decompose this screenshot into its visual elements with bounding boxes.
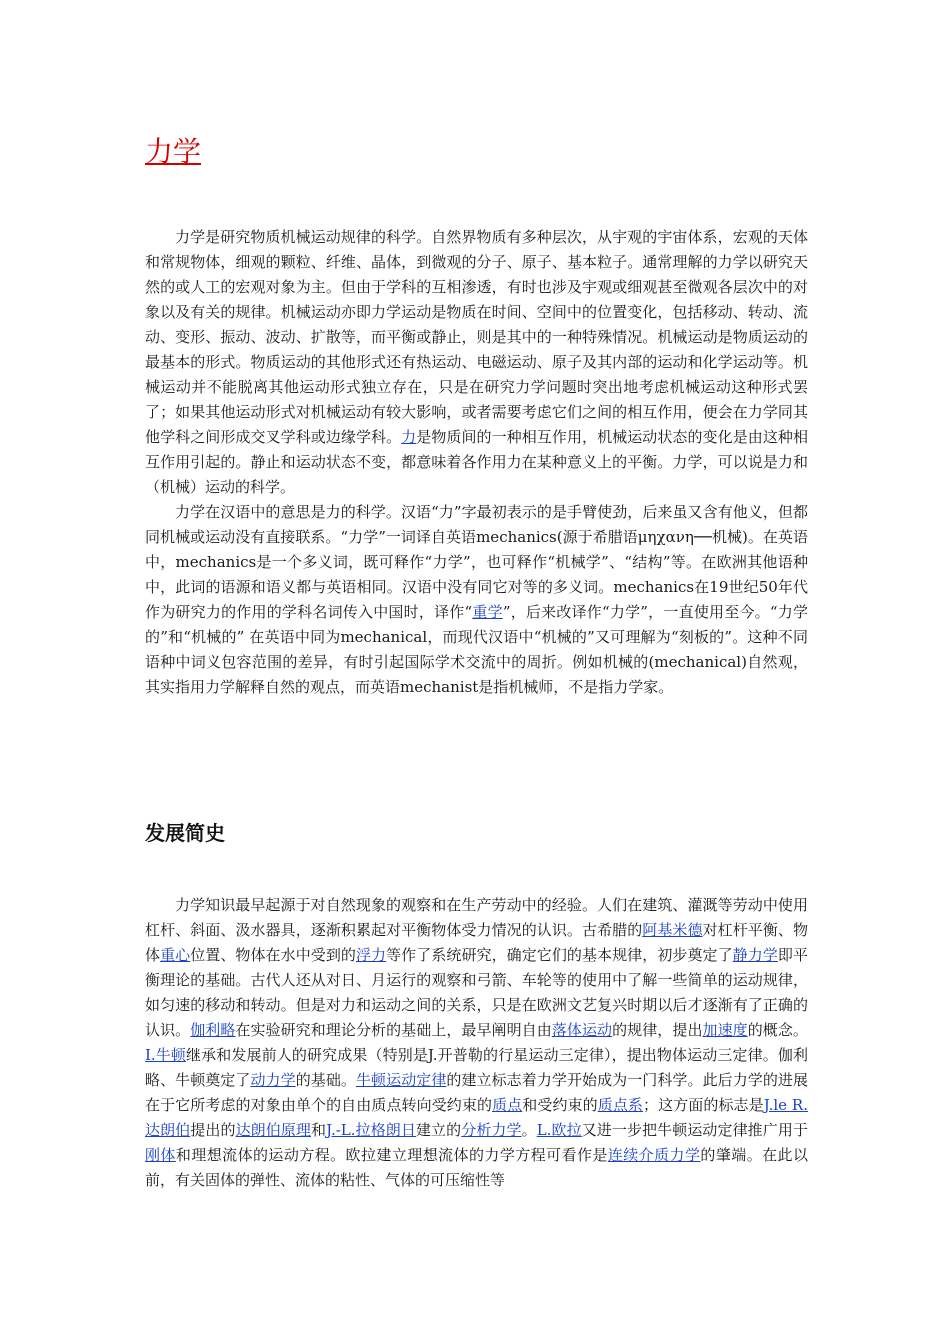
intro-section [145, 225, 808, 700]
body-text: 即平衡理论的基础。古代人还从对日、月运行的观察和弓箭、车轮等的使用中了解一些简单的运动规律，如匀速的移动和转动。但是对力和运动之间的关系，只是在欧洲文艺复兴时期以后才逐渐有了正确的认识。 [145, 946, 808, 1039]
term-link[interactable]: J.le R.达朗伯 [145, 1096, 808, 1139]
body-text: 的肇端。在此以前，有关固体的弹性、流体的粘性、气体的可压缩性等 [145, 1146, 808, 1189]
term-link[interactable]: 伽利略 [190, 1021, 236, 1039]
body-text: 力学知识最早起源于对自然现象的观察和在生产劳动中的经验。人们在建筑、灌溉等劳动中使用杠杆、斜面、汲水器具，逐渐积累起对平衡物体受力情况的认识。古希腊的 [145, 896, 808, 939]
term-link[interactable]: 重学 [472, 603, 503, 621]
term-link[interactable]: 阿基米德 [642, 921, 703, 939]
body-text: 是物质间的一种相互作用，机械运动状态的变化是由这种相互作用引起的。静止和运动状态不变，都意味着各作用力在某种意义上的平衡。力学，可以说是力和（机械）运动的科学。 [145, 428, 808, 496]
term-link[interactable]: 落体运动 [551, 1021, 613, 1039]
term-link[interactable]: I.牛顿 [145, 1046, 187, 1064]
term-link[interactable]: 力 [401, 428, 417, 446]
body-text: 力学在汉语中的意思是力的科学。汉语“力”字最初表示的是手臂使劲，后来虽又含有他义，但都同机械或运动没有直接联系。“力学”一词译自英语mechanics(源于希腊语μηχανη──机械)。在英语中，mechanics是一个多义词，既可释作“力学”，也可释作“机械学”、“结构”等。在欧洲其他语种中，此词的语源和语义都与英语相同。汉语中没有同它对等的多义词。mechanics在19世纪50年代作为研究力的作用的学科名词传入中国时，译作“ [145, 503, 808, 621]
body-text: 又进一步把牛顿运动定律推广用于 [581, 1121, 808, 1139]
body-text: 。 [521, 1121, 537, 1139]
body-text: 在实验研究和理论分析的基础上，最早阐明自由 [235, 1021, 552, 1039]
term-link[interactable]: 浮力 [355, 946, 387, 964]
body-text: ；这方面的标志是 [643, 1096, 764, 1114]
term-link[interactable]: 分析力学 [461, 1121, 522, 1139]
paragraph [145, 893, 808, 1193]
term-link[interactable]: 重心 [160, 946, 191, 964]
body-text: 力学是研究物质机械运动规律的科学。自然界物质有多种层次，从宇观的宇宙体系，宏观的天体和常规物体，细观的颗粒、纤维、晶体，到微观的分子、原子、基本粒子。通常理解的力学以研究天然的或人工的宏观对象为主。但由于学科的互相渗透，有时也涉及宇观或细观甚至微观各层次中的对象以及有关的规律。机械运动亦即力学运动是物质在时间、空间中的位置变化，包括移动、转动、流动、变形、振动、波动、扩散等，而平衡或静止，则是其中的一种特殊情况。机械运动是物质运动的最基本的形式。物质运动的其他形式还有热运动、电磁运动、原子及其内部的运动和化学运动等。机械运动并不能脱离其他运动形式独立存在，只是在研究力学问题时突出地考虑机械运动这种形式罢了；如果其他运动形式对机械运动有较大影响，或者需要考虑它们之间的相互作用，便会在力学同其他学科之间形成交叉学科或边缘学科。 [145, 228, 808, 446]
body-text: 和理想流体的运动方程。欧拉建立理想流体的力学方程可看作是 [175, 1146, 608, 1164]
history-section [145, 893, 808, 1193]
body-text: 和受约束的 [522, 1096, 598, 1114]
term-link[interactable]: L.欧拉 [536, 1121, 582, 1139]
term-link[interactable]: 加速度 [702, 1021, 748, 1039]
term-link[interactable]: J.-L.拉格朗日 [326, 1121, 416, 1139]
term-link[interactable]: 连续介质力学 [607, 1146, 701, 1164]
paragraph [145, 225, 808, 500]
body-text: 建立的 [415, 1121, 462, 1139]
body-text: 和 [311, 1121, 327, 1139]
body-text: 位置、物体在水中受到的 [190, 946, 356, 964]
body-text: 的基础。 [295, 1071, 356, 1089]
body-text: 对杠杆平衡、物体 [145, 921, 808, 964]
body-text: 的规律，提出 [612, 1021, 703, 1039]
term-link[interactable]: 刚体 [145, 1146, 176, 1164]
body-text: 等作了系统研究，确定它们的基本规律，初步奠定了 [386, 946, 733, 964]
body-text: 的概念。 [747, 1021, 808, 1039]
term-link[interactable]: 质点 [492, 1096, 523, 1114]
body-text: 的建立标志着力学开始成为一门科学。此后力学的进展在于它所考虑的对象由单个的自由质点转向受约束的 [145, 1071, 808, 1114]
body-text: 继承和发展前人的研究成果（特别是J.开普勒的行星运动三定律），提出物体运动三定律。伽利略、牛顿奠定了 [145, 1046, 808, 1089]
term-link[interactable]: 达朗伯原理 [235, 1121, 312, 1139]
section-heading: 发展简史 [145, 821, 225, 845]
term-link[interactable]: 静力学 [732, 946, 778, 964]
term-link[interactable]: 牛顿运动定律 [355, 1071, 447, 1089]
body-text: ”，后来改译作“力学”，一直使用至今。“力学的”和“机械的” 在英语中同为mechanical，而现代汉语中“机械的”又可理解为“刻板的”。这种不同语种中词义包容范围的差异，有时引起国际学术交流中的周折。例如机械的(mechanical)自然观，其实指用力学解释自然的观点，而英语mechanist是指机械师，不是指力学家。 [145, 603, 808, 696]
page-title[interactable]: 力学 [145, 135, 202, 168]
paragraph [145, 500, 808, 700]
body-text: 提出的 [190, 1121, 236, 1139]
term-link[interactable]: 动力学 [250, 1071, 296, 1089]
term-link[interactable]: 质点系 [597, 1096, 644, 1114]
